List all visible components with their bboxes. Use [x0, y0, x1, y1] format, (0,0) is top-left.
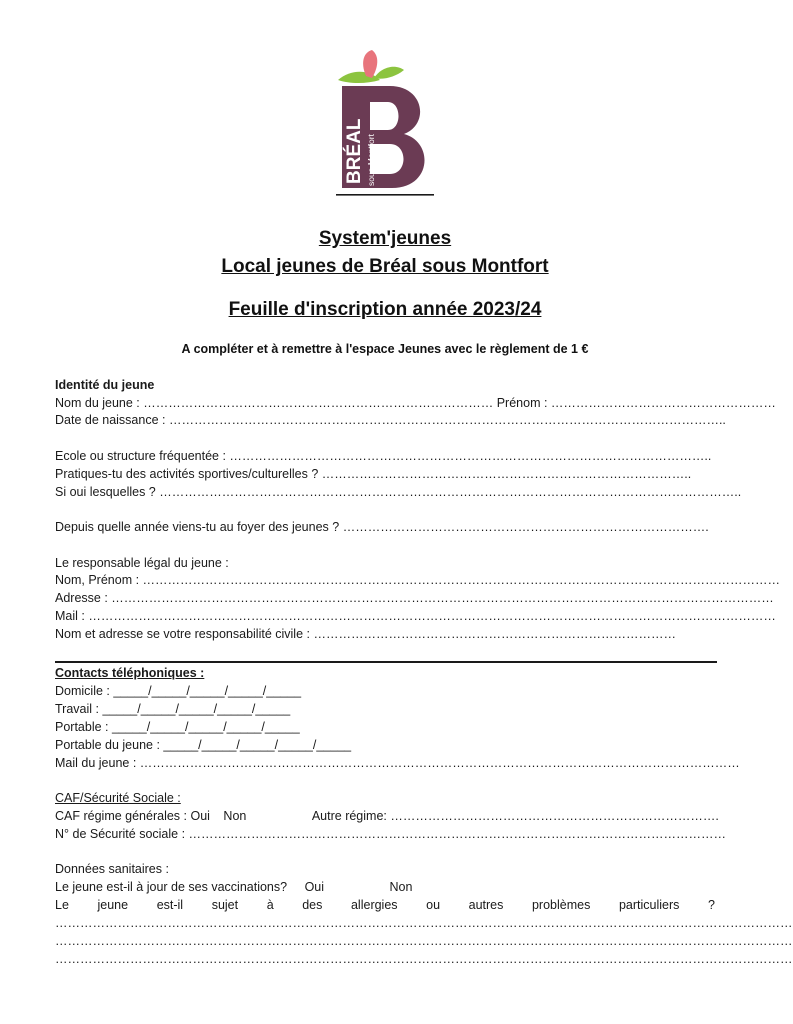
allergy-word: particuliers [618, 898, 680, 912]
field-travail[interactable]: Travail : _____/_____/_____/_____/_____ [55, 702, 291, 716]
allergy-word: jeune [97, 898, 129, 912]
field-mail-jeune[interactable]: Mail du jeune : ……………………………………………………………………………………………………………………………… [55, 756, 740, 770]
field-ecole[interactable]: Ecole ou structure fréquentée : …………………………………………………………………………………………………….. [55, 449, 712, 463]
breal-logo [330, 46, 440, 198]
caf-regime-oui[interactable]: CAF régime générales : Oui [55, 809, 210, 823]
identity-heading: Identité du jeune [55, 378, 155, 392]
field-guardian-nom[interactable]: Nom, Prénom : ……………………………………………………………………………………………………………………………………… [55, 573, 781, 587]
field-lesquelles[interactable]: Si oui lesquelles ? ………………………………………………………………………………………………………………………….. [55, 485, 742, 499]
title-local-jeunes: Local jeunes de Bréal sous Montfort [221, 256, 549, 277]
allergy-word: ou [426, 898, 441, 912]
allergy-word: des [302, 898, 323, 912]
green-leaf-right-icon [374, 67, 404, 79]
allergy-word: est-il [156, 898, 184, 912]
logo-underline [336, 194, 434, 196]
allergies-question [55, 897, 715, 914]
field-date-naissance[interactable]: Date de naissance : …………………………………………………………………………………………………………………….. [55, 413, 726, 427]
guardian-heading: Le responsable légal du jeune : [55, 556, 229, 570]
vaccines-non[interactable]: Non [389, 880, 413, 894]
field-allergies-line-3[interactable]: …………………………………………………………………………………………………………………………………………………………… [55, 952, 793, 966]
pink-petal-icon [363, 50, 377, 78]
allergy-word: à [266, 898, 274, 912]
field-autre-regime[interactable]: Autre régime: ……………………………………………………………………. [311, 809, 719, 823]
vaccines-question: Le jeune est-il à jour de ses vaccinations? [55, 880, 288, 894]
allergy-word: autres [468, 898, 504, 912]
field-guardian-mail[interactable]: Mail : ………………………………………………………………………………………………………………………………………………… [55, 609, 776, 623]
caf-regime-non[interactable]: Non [223, 809, 247, 823]
allergy-word: Le [55, 898, 69, 912]
instructions-text: A compléter et à remettre à l'espace Jeunes avec le règlement de 1 € [181, 342, 589, 356]
logo-brand-text: BRÉAL [344, 118, 365, 184]
field-guardian-adresse[interactable]: Adresse : …………………………………………………………………………………………………………………………………………… [55, 591, 774, 605]
health-heading: Données sanitaires : [55, 862, 169, 876]
field-depuis-annee[interactable]: Depuis quelle année viens-tu au foyer des jeunes ? ……………………………………………………………………………. [55, 520, 709, 534]
vaccines-oui[interactable]: Oui [304, 880, 325, 894]
title-system-jeunes: System'jeunes [318, 228, 452, 249]
field-portable-jeune[interactable]: Portable du jeune : _____/_____/_____/_____/_____ [55, 738, 352, 752]
field-activites[interactable]: Pratiques-tu des activités sportives/culturelles ? …………………………………………………………………………….. [55, 467, 692, 481]
title-feuille-inscription: Feuille d'inscription année 2023/24 [228, 299, 542, 320]
field-allergies-line-2[interactable]: …………………………………………………………………………………………………………………………………………………………… [55, 934, 793, 948]
section-divider [55, 661, 717, 663]
allergy-word: ? [707, 898, 715, 912]
field-allergies-line-1[interactable]: …………………………………………………………………………………………………………………………………………………………… [55, 916, 793, 930]
field-responsabilite-civile[interactable]: Nom et adresse se votre responsabilité civile : …………………………………………………………………………… [55, 627, 676, 641]
allergy-word: sujet [211, 898, 239, 912]
vaccines-row [55, 879, 715, 896]
field-domicile[interactable]: Domicile : _____/_____/_____/_____/_____ [55, 684, 302, 698]
logo-sub-text: sous-Montfort [366, 134, 376, 186]
field-nom-prenom[interactable]: Nom du jeune : ………………………………………………………………………… Prénom : ……………………………………………… [55, 396, 776, 410]
caf-regime-row [55, 808, 719, 825]
allergy-word: allergies [350, 898, 398, 912]
contacts-heading: Contacts téléphoniques : [55, 666, 205, 680]
caf-heading: CAF/Sécurité Sociale : [55, 791, 181, 805]
field-securite-sociale[interactable]: N° de Sécurité sociale : ………………………………………………………………………………………………………………… [55, 827, 727, 841]
field-portable[interactable]: Portable : _____/_____/_____/_____/_____ [55, 720, 300, 734]
allergy-word: problèmes [531, 898, 591, 912]
